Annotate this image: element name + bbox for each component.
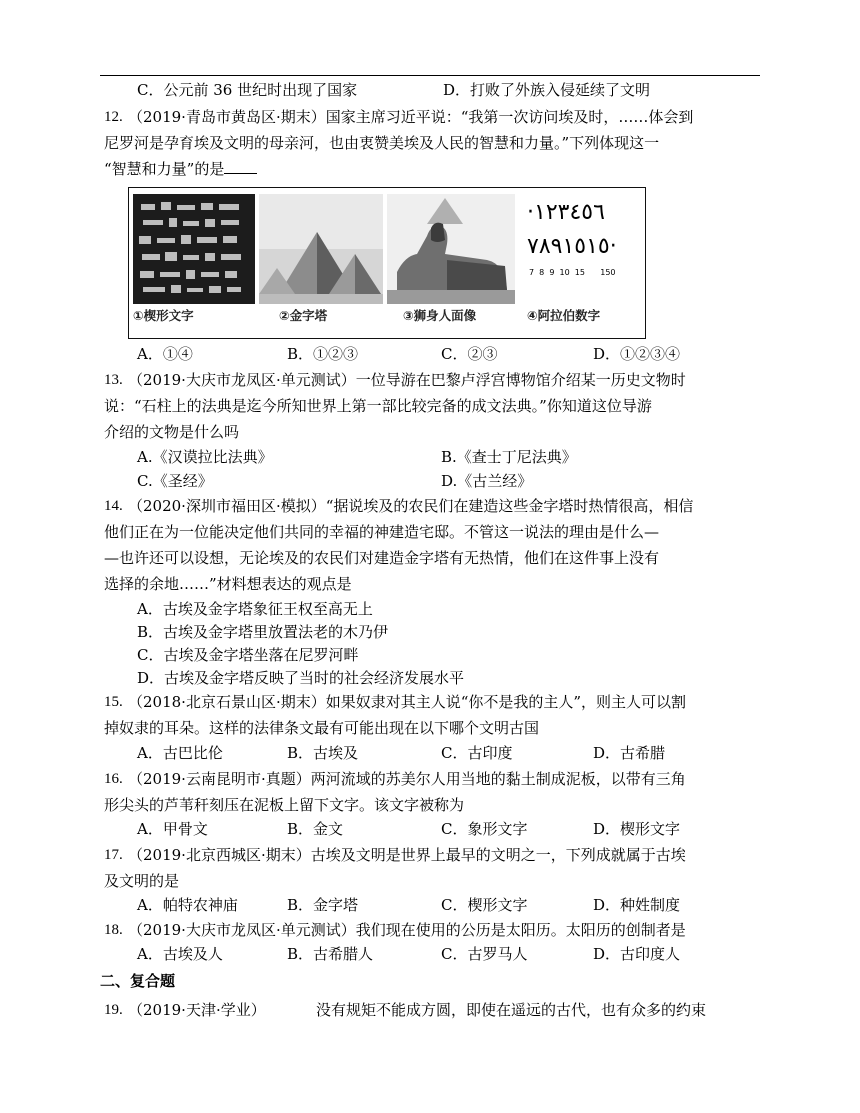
question-number: 15. <box>104 694 123 710</box>
numerals-row-3: 7 8 9 10 15 150 <box>529 268 616 277</box>
question-number: 17. <box>104 847 123 863</box>
option-b: B．古希腊人 <box>287 945 374 963</box>
option-c: C．古印度 <box>441 744 513 762</box>
question-text-line: 没有规矩不能成方圆，即使在遥远的古代，也有众多的约束 <box>316 1001 707 1019</box>
option-b: B．古埃及金字塔里放置法老的木乃伊 <box>137 623 389 641</box>
answer-blank <box>224 159 257 174</box>
option-a: A．古巴比伦 <box>137 744 223 762</box>
question-number: 14. <box>104 498 123 514</box>
cuneiform-tablet-image <box>133 194 255 304</box>
question-text-line: 说：“石柱上的法典是迄今所知世界上第一部比较完备的成文法典。”你知道这位导游 <box>104 397 652 415</box>
question-text-line: （2019·云南昆明市·真题）两河流域的苏美尔人用当地的黏土制成泥板，以带有三角 <box>128 770 686 788</box>
option-d: D．种姓制度 <box>593 896 681 914</box>
option-d: D．楔形文字 <box>593 820 681 838</box>
question-text-line: 形尖头的芦苇秆刻压在泥板上留下文字。该文字被称为 <box>104 796 465 814</box>
option-b: B．①②③ <box>287 345 359 363</box>
option-b: B.《查士丁尼法典》 <box>441 448 577 466</box>
question-text-line: （2020·深圳市福田区·模拟）“据说埃及的农民们在建造这些金字塔时热情很高，相信 <box>128 497 694 515</box>
option-c: C．楔形文字 <box>441 896 528 914</box>
option-c: C．②③ <box>441 345 498 363</box>
question-number: 18. <box>104 922 123 938</box>
question-number: 19. <box>104 1002 123 1018</box>
question-text-line: （2019·青岛市黄岛区·期末）国家主席习近平说：“我第一次访问埃及时，……体会到 <box>128 108 694 126</box>
option-d: D．古印度人 <box>593 945 681 963</box>
option-c: C．古埃及金字塔坐落在尼罗河畔 <box>137 646 359 664</box>
question-text-line: 及文明的是 <box>104 872 180 890</box>
question-source: （2019·天津·学业） <box>128 1001 266 1019</box>
option-c: C．象形文字 <box>441 820 528 838</box>
question-text-line: —也许还可以设想，无论埃及的农民们对建造金字塔有无热情，他们在这件事上没有 <box>104 549 660 567</box>
option-a: A．帕特农神庙 <box>137 896 238 914</box>
question-text-line: 他们正在为一位能决定他们共同的幸福的神建造宅邸。不管这一说法的理由是什么— <box>104 523 660 541</box>
numerals-row-1: ·١٢٣٤٥٦ <box>527 200 605 225</box>
question-number: 16. <box>104 771 123 787</box>
question-text-line: （2019·北京西城区·期末）古埃及文明是世界上最早的文明之一，下列成就属于古埃 <box>128 846 686 864</box>
question-text-line: （2019·大庆市龙凤区·单元测试）我们现在使用的公历是太阳历。太阳历的创制者是 <box>128 921 686 939</box>
sphinx-image <box>387 194 515 304</box>
option-d: D．古埃及金字塔反映了当时的社会经济发展水平 <box>137 669 465 687</box>
numerals-row-2: ٧٨٩١٥١٥· <box>527 234 617 259</box>
caption-cuneiform: ①楔形文字 <box>133 308 194 323</box>
section-heading: 二、复合题 <box>100 972 176 990</box>
q11-option-c: C．公元前 36 世纪时出现了国家 <box>137 81 358 99</box>
question-text-line: “智慧和力量”的是 <box>104 159 257 179</box>
option-a: A．古埃及金字塔象征王权至高无上 <box>137 600 373 618</box>
option-a: A．古埃及人 <box>137 945 223 963</box>
option-d: D．①②③④ <box>593 345 681 363</box>
arabic-numerals-image <box>521 194 641 304</box>
question-text-line: （2019·大庆市龙凤区·单元测试）一位导游在巴黎卢浮宫博物馆介绍某一历史文物时 <box>128 371 686 389</box>
option-b: B．古埃及 <box>287 744 359 762</box>
caption-sphinx: ③狮身人面像 <box>403 308 477 323</box>
question-number: 12. <box>104 109 123 125</box>
question-text-line: 选择的余地……”材料想表达的观点是 <box>104 575 352 593</box>
option-c: C．古罗马人 <box>441 945 528 963</box>
option-a: A.《汉谟拉比法典》 <box>137 448 273 466</box>
question-text-line: 尼罗河是孕育埃及文明的母亲河，也由衷赞美埃及人民的智慧和力量。”下列体现这一 <box>104 134 660 152</box>
question-number: 13. <box>104 372 123 388</box>
question-text-line: 掉奴隶的耳朵。这样的法律条文最有可能出现在以下哪个文明古国 <box>104 719 540 737</box>
option-d: D.《古兰经》 <box>441 472 533 490</box>
caption-arabic-numerals: ④阿拉伯数字 <box>527 308 601 323</box>
option-b: B．金文 <box>287 820 344 838</box>
option-c: C.《圣经》 <box>137 472 213 490</box>
option-a: A．①④ <box>137 345 193 363</box>
pyramid-image <box>259 194 383 304</box>
header-rule <box>100 75 760 76</box>
question-text-line: 介绍的文物是什么吗 <box>104 423 240 441</box>
caption-pyramid: ②金字塔 <box>279 308 328 323</box>
q12-figure <box>128 187 646 339</box>
option-d: D．古希腊 <box>593 744 666 762</box>
option-a: A．甲骨文 <box>137 820 208 838</box>
option-b: B．金字塔 <box>287 896 359 914</box>
question-text-line: （2018·北京石景山区·期末）如果奴隶对其主人说“你不是我的主人”，则主人可以割 <box>128 693 687 711</box>
q11-option-d: D．打败了外族入侵延续了文明 <box>443 81 651 99</box>
